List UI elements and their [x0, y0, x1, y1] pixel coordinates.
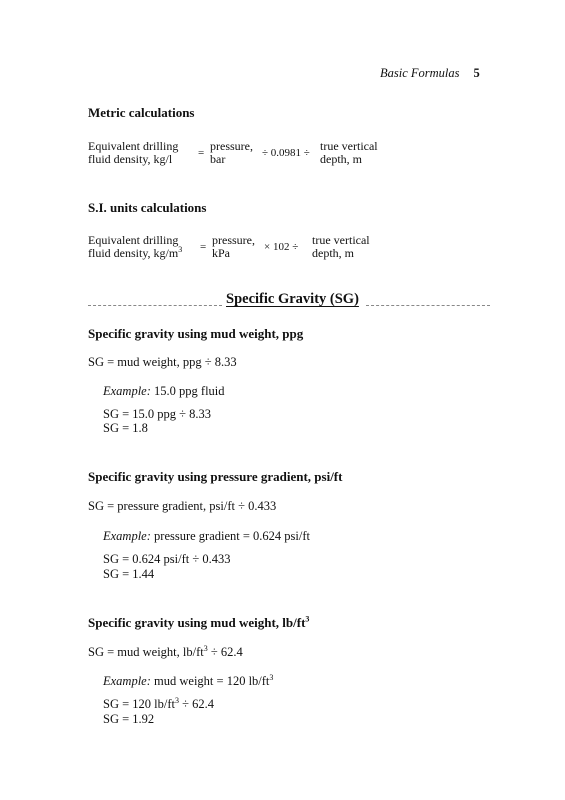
sg-ppg-example-text: 15.0 ppg fluid: [154, 384, 225, 398]
sg-lbft3-heading-superscript: 3: [305, 614, 310, 624]
sg-lbft3-calc1-pre: SG = 120 lb/ft: [103, 697, 175, 711]
sg-psi-example-text: pressure gradient = 0.624 psi/ft: [154, 529, 311, 543]
metric-pressure-line2: bar: [210, 152, 226, 166]
metric-heading: Metric calculations: [88, 105, 195, 120]
metric-operator: ÷ 0.0981 ÷: [262, 147, 310, 159]
sg-lbft3-calc1-post: ÷ 62.4: [179, 697, 214, 711]
sg-lbft3-calc1-superscript: 3: [175, 695, 179, 705]
running-head-title: Basic Formulas: [380, 66, 460, 80]
sg-ppg-example-label: Example:: [103, 384, 151, 398]
si-lhs-text: fluid density, kg/m: [88, 246, 179, 260]
si-pressure-line2: kPa: [212, 246, 230, 260]
sg-lbft3-example-superscript: 3: [269, 672, 274, 682]
section-title: Specific Gravity (SG): [226, 291, 359, 307]
si-equals: =: [200, 241, 207, 253]
sg-ppg-example: [103, 384, 225, 399]
running-head: [380, 66, 480, 81]
sg-ppg-calc2: SG = 1.8: [103, 421, 148, 435]
title-rule-left: [88, 305, 222, 306]
metric-equals: =: [198, 147, 205, 159]
sg-lbft3-calc1: [103, 697, 214, 712]
title-rule-right: [366, 305, 490, 306]
metric-lhs-line2: fluid density, kg/l: [88, 152, 173, 166]
sg-ppg-formula: SG = mud weight, ppg ÷ 8.33: [88, 355, 237, 369]
si-heading: S.I. units calculations: [88, 200, 207, 215]
sg-lbft3-heading-text: Specific gravity using mud weight, lb/ft: [88, 615, 306, 630]
sg-psi-calc2: SG = 1.44: [103, 567, 155, 581]
sg-lbft3-formula-pre: SG = mud weight, lb/ft: [88, 645, 204, 659]
sg-lbft3-heading: [88, 615, 309, 631]
sg-psi-example: [103, 529, 310, 544]
si-operator: × 102 ÷: [264, 241, 299, 253]
si-lhs-line2: [88, 247, 182, 260]
si-tvd-line1: true vertical: [312, 233, 370, 247]
si-tvd-line2: depth, m: [312, 246, 354, 260]
si-lhs-line1: Equivalent drilling: [88, 233, 179, 247]
sg-ppg-calc1: SG = 15.0 ppg ÷ 8.33: [103, 407, 212, 421]
sg-lbft3-calc2: SG = 1.92: [103, 712, 155, 726]
sg-psi-formula: SG = pressure gradient, psi/ft ÷ 0.433: [88, 499, 277, 513]
metric-tvd-line2: depth, m: [320, 152, 362, 166]
sg-psi-calc1: SG = 0.624 psi/ft ÷ 0.433: [103, 552, 231, 566]
metric-tvd-line1: true vertical: [320, 139, 378, 153]
sg-lbft3-example: [103, 674, 273, 689]
sg-lbft3-example-label: Example:: [103, 674, 151, 688]
si-lhs-superscript: 3: [178, 245, 183, 254]
sg-lbft3-formula-post: ÷ 62.4: [207, 645, 243, 659]
sg-psi-heading: Specific gravity using pressure gradient, psi/ft: [88, 469, 343, 484]
sg-lbft3-example-pre: mud weight = 120 lb/ft: [154, 674, 270, 688]
page-number: 5: [473, 66, 480, 80]
si-pressure-line1: pressure,: [212, 233, 255, 247]
metric-pressure-line1: pressure,: [210, 139, 253, 153]
sg-lbft3-formula-superscript: 3: [203, 643, 208, 653]
sg-lbft3-formula: [88, 645, 243, 660]
sg-ppg-heading: Specific gravity using mud weight, ppg: [88, 326, 304, 341]
metric-lhs-line1: Equivalent drilling: [88, 139, 179, 153]
sg-psi-example-label: Example:: [103, 529, 151, 543]
